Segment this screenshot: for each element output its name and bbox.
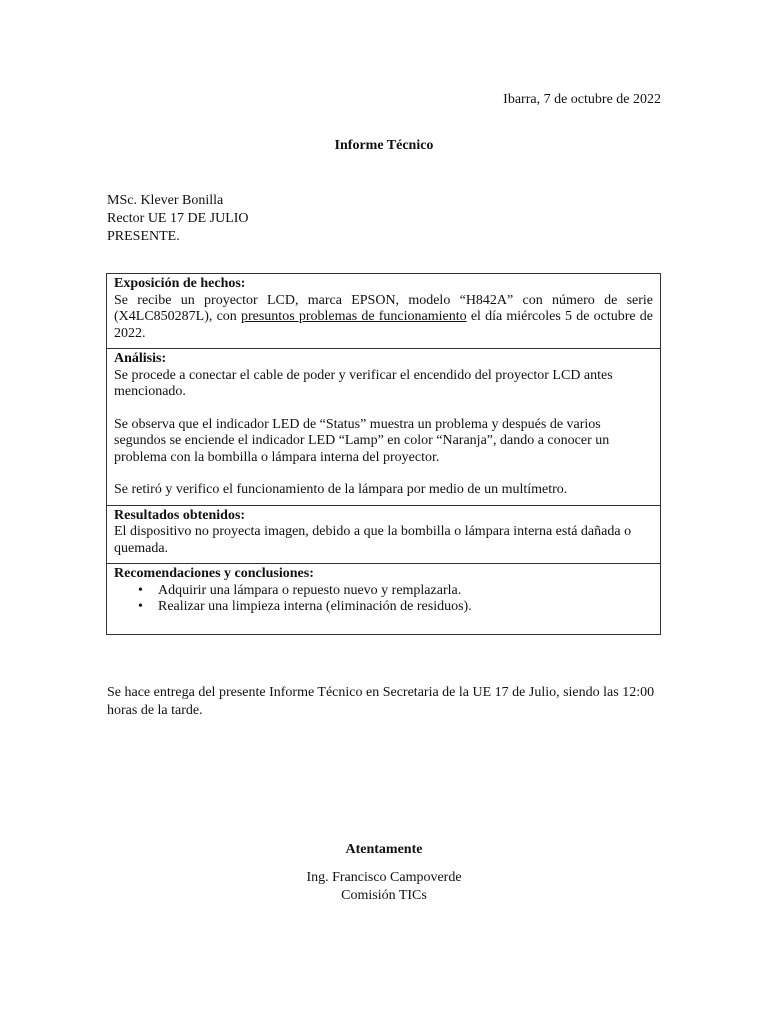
section-facts-text	[114, 293, 653, 343]
closing-paragraph: Se hace entrega del presente Informe Técnico en Secretaria de la UE 17 de Julio, siendo las 12:00 horas de la tarde.	[107, 685, 655, 718]
recipient-position: Rector UE 17 DE JULIO	[107, 211, 249, 226]
analysis-paragraph: Se procede a conectar el cable de poder y verificar el encendido del proyector LCD antes mencionado.	[114, 367, 613, 399]
section-recommendations	[107, 563, 660, 634]
recommendation-item: • Realizar una limpieza interna (eliminación de residuos).	[158, 599, 653, 616]
section-recommendations-heading: Recomendaciones y conclusiones:	[114, 566, 314, 581]
analysis-paragraph: Se observa que el indicador LED de “Status” muestra un problema y después de varios segundos se enciende el indicador LED “Lamp” en color “Naranja”, dando a conocer un problema con la bombilla o lámpara interna del proyector.	[114, 416, 610, 465]
facts-text-underlined: presuntos problemas de funcionamiento	[240, 309, 467, 324]
recipient-greeting: PRESENTE.	[107, 229, 180, 244]
report-table	[106, 273, 661, 635]
date-line: Ibarra, 7 de octubre de 2022	[503, 92, 661, 107]
recommendation-item: • Adquirir una lámpara o repuesto nuevo y remplazarla.	[158, 583, 653, 600]
facts-text-end: el día miércoles 5 de octubre de 2022.	[114, 309, 653, 341]
facts-text-start: Se recibe un proyector LCD, marca EPSON, modelo “H842A” con número de serie (X4LC850287L), con	[114, 292, 653, 324]
section-results-text: El dispositivo no proyecta imagen, debido a que la bombilla o lámpara interna está dañada o quemada.	[114, 524, 632, 556]
farewell: Atentamente	[345, 842, 423, 857]
signer-role: Comisión TICs	[341, 888, 427, 903]
section-results-heading: Resultados obtenidos:	[114, 507, 246, 523]
section-analysis	[107, 348, 660, 505]
section-facts-heading: Exposición de hechos:	[114, 276, 246, 291]
recipient-block	[107, 192, 249, 246]
recommendations-list	[114, 583, 653, 616]
recipient-name: MSc. Klever Bonilla	[107, 193, 224, 208]
analysis-paragraph: Se retiró y verifico el funcionamiento de la lámpara por medio de un multímetro.	[114, 482, 568, 497]
signer-name: Ing. Francisco Campoverde	[306, 870, 462, 885]
section-facts	[107, 274, 660, 348]
document-title: Informe Técnico	[334, 138, 434, 153]
section-results	[107, 505, 660, 564]
section-analysis-heading: Análisis:	[114, 351, 167, 366]
signature-block	[0, 869, 768, 905]
